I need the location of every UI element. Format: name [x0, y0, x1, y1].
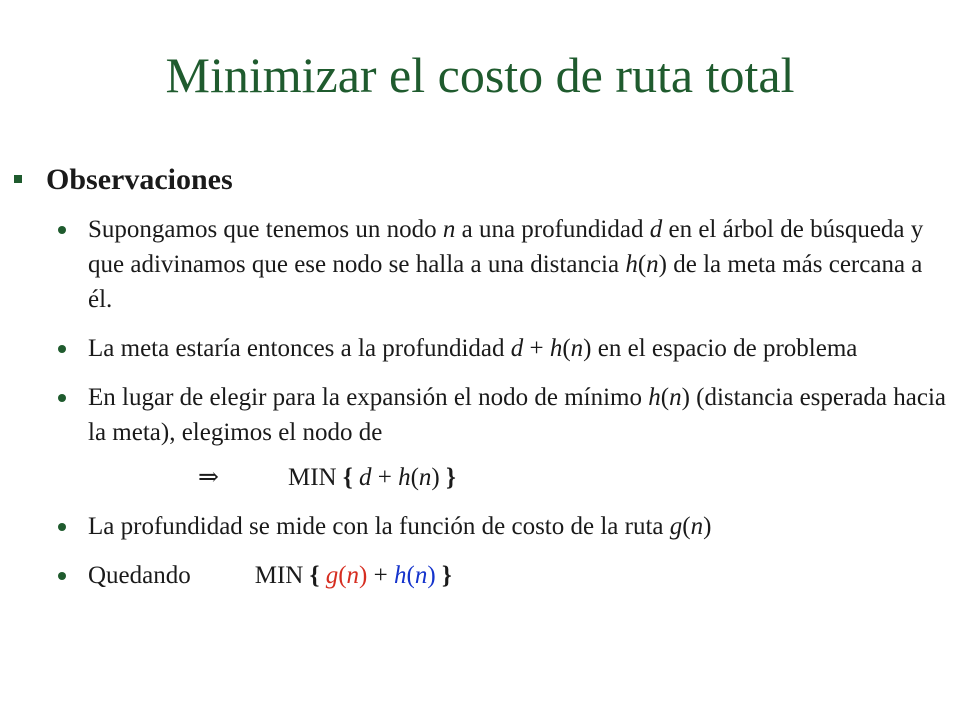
list-item — [58, 331, 948, 366]
slide-title: Minimizar el costo de ruta total — [165, 47, 795, 103]
list-item-text: La profundidad se mide con la función de costo de la ruta g(n) — [88, 513, 712, 540]
section-heading — [14, 163, 233, 197]
h-term: h(n) — [393, 562, 436, 589]
list-item — [58, 509, 948, 544]
bullet-list — [58, 212, 948, 607]
g-term: g(n) — [325, 562, 368, 589]
list-item — [58, 212, 948, 317]
list-item-text: Supongamos que tenemos un nodo n a una profundidad d en el árbol de búsqueda y que adivinamos que ese nodo se halla a una distancia h(n) de la meta más cercana a él. — [88, 216, 924, 313]
implies-arrow-icon: ⇒ — [198, 464, 219, 491]
list-item-text: Quedando MIN { g(n) + h(n) } — [88, 562, 452, 589]
round-bullet-icon — [58, 394, 66, 402]
round-bullet-icon — [58, 345, 66, 353]
list-item-text: La meta estaría entonces a la profundidad d + h(n) en el espacio de problema — [88, 335, 858, 362]
section-label: Observaciones — [46, 163, 233, 196]
list-item-text: En lugar de elegir para la expansión el nodo de mínimo h(n) (distancia esperada hacia la meta), elegimos el nodo de — [88, 384, 947, 446]
round-bullet-icon — [58, 226, 66, 234]
round-bullet-icon — [58, 523, 66, 531]
square-bullet-icon — [14, 175, 22, 183]
formula-line: ⇒ MIN { d + h(n) } — [198, 460, 948, 495]
list-item — [58, 380, 948, 450]
list-item — [58, 558, 948, 593]
round-bullet-icon — [58, 572, 66, 580]
